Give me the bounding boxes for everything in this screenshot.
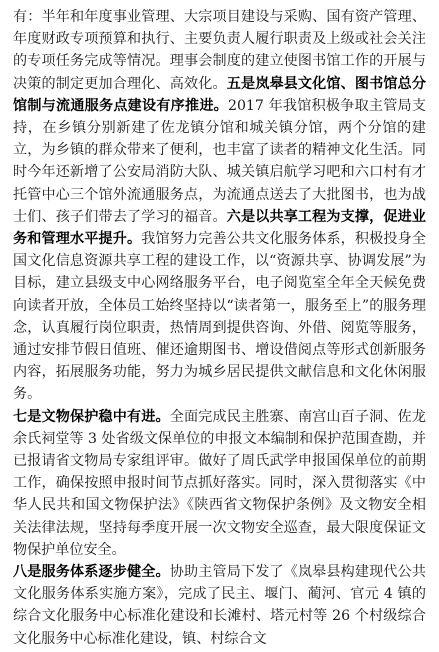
text-segment-3: 我馆努力完善公共文化服务体系，积极投身全国文化信息资源共享工程的建设工作，以“资源共享、协调发展”为目标，建立县级支中心网络服务平台，电子阅览室全年全天候免费向读者开放，全体员工始终坚持以“读者第一，服务至上”的服务理念，认真履行岗位职责，热情周到提供咨询、外借、阅览等服务，通过安排节假日值班、催还逾期图书、增设借阅点等形式创新服务内容，拓展服务功能，努力为城乡居民提供文献信息和文化休闲服务。	[13, 231, 427, 403]
text-segment-5: 协助主管局下发了《岚皋县构建现代公共文化服务体系实施方案》，完成了民主、堰门、蔺河、官元 4 镇的综合文化服务中心标准化建设和长滩村、塔元村等 26 个村级综合文化服务中心标准化建设，镇、村综合文	[13, 564, 427, 647]
heading-item-6: 六是以共享工程为支撑，促进业务和管理水平提升。	[13, 208, 427, 248]
text-segment-1: 有：半年和年度事业管理、大宗项目建设与采购、国有资产管理、年度财政专项预算和执行、主要负责人履行职责及上级或社会关注的专项任务完成等情况。理事会制度的建立使图书馆工作的开展与决策的制定更加合理化、高效化。	[13, 9, 426, 92]
heading-item-5: 五是岚皋县文化馆、图书馆总分馆制与流通服务点建设有序推进。	[13, 75, 427, 114]
body-paragraph	[13, 6, 426, 650]
text-segment-4: 全面完成民主胜寨、南宫山百子洞、佐龙余氏祠堂等 3 处省级文保单位的申报文本编制和保护范围查勘，并已报请省文物局专家组评审。做好了周氏武学申报国保单位的前期工作，确保按照申报时间节点抓好落实。同时，深入贯彻落实《中华人民共和国文物保护法》《陕西省文物保护条例》及文物安全相关法律法规，坚持每季度开展一次文物安全巡查，最大限度保证文物保护单位安全。	[13, 408, 427, 558]
heading-item-8: 八是服务体系逐步健全。	[13, 564, 170, 581]
heading-item-7: 七是文物保护稳中有进。	[13, 408, 170, 425]
text-segment-2: 2017 年我馆积极争取主管局支持，在乡镇分别新建了佐龙镇分馆和城关镇分馆，两个分馆的建立，为乡镇的群众带来了便利，也丰富了读者的精神文化生活。同时今年还新增了公安局消防大队、城关镇启航学习吧和六口村有才托管中心三个馆外流通服务点，为流通点送去了大批图书，也为战士们、孩子们带去了学习的福音。	[13, 97, 426, 225]
